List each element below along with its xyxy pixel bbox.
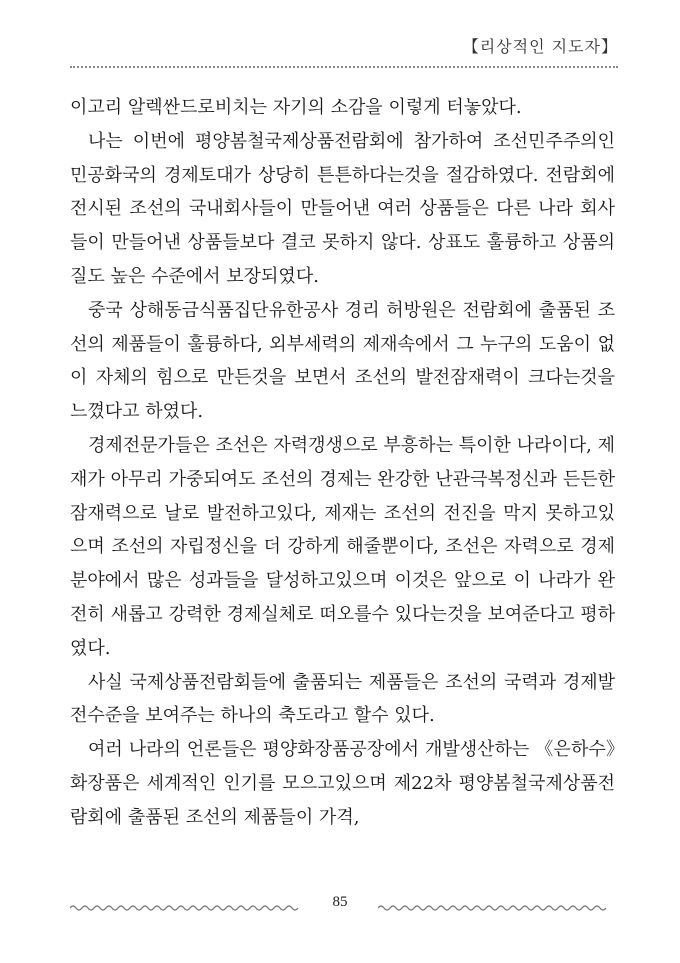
paragraph-1: 이고리 알렉싼드로비치는 자기의 소감을 이렇게 터놓았다. (70, 97, 522, 118)
paragraph-5: 사실 국제상품전람회들에 출품되는 제품들은 조선의 국력과 경제발전수준을 보여주는 하나의 축도라고 할수 있다. (70, 671, 615, 727)
paragraph-2: 나는 이번에 평양봄철국제상품전람회에 참가하여 조선민주주의인민공화국의 경제토대가 상당히 튼튼하다는것을 절감하였다. 전람회에 전시된 조선의 국내회사들이 만들어낸 여러 상품들은 다른 나라 회사들이 만들어낸 상품들보다 결코 못하지 않다. 상표도 훌륭하고 상품의 질도 높은 수준에서 보장되였다. (70, 130, 615, 287)
paragraph-3: 중국 상해동금식품집단유한공사 경리 허방원은 전람회에 출품된 조선의 제품들이 훌륭하다, 외부세력의 제재속에서 그 누구의 도움이 없이 자체의 힘으로 만든것을 보면서 조선의 발전잠재력이 크다는것을 느꼈다고 하였다. (70, 299, 615, 423)
footer-wave-ornament-left (70, 903, 300, 913)
footer-wave-ornament-right (378, 903, 608, 913)
page-number: 85 (332, 894, 348, 910)
header-dotted-rule (70, 66, 618, 68)
paragraph-6: 여러 나라의 언론들은 평양화장품공장에서 개발생산하는 《은하수》화장품은 세계적인 인기를 모으고있으며 제22차 평양봄철국제상품전람회에 출품된 조선의 제품들이 가격, (70, 739, 615, 828)
paragraph-4: 경제전문가들은 조선은 자력갱생으로 부흥하는 특이한 나라이다, 제재가 아무리 가중되여도 조선의 경제는 완강한 난관극복정신과 든든한 잠재력으로 날로 발전하고있다, 제재는 조선의 전진을 막지 못하고있으며 조선의 자립정신을 더 강하게 해줄뿐이다, 조선은 자력으로 경제분야에서 많은 성과들을 달성하고있으며 이것은 앞으로 이 나라가 완전히 새롭고 강력한 경제실체로 떠오를수 있다는것을 보여준다고 평하였다. (70, 434, 615, 659)
body-text (70, 91, 615, 835)
running-header-title: 【리상적인 지도자】 (462, 37, 618, 56)
